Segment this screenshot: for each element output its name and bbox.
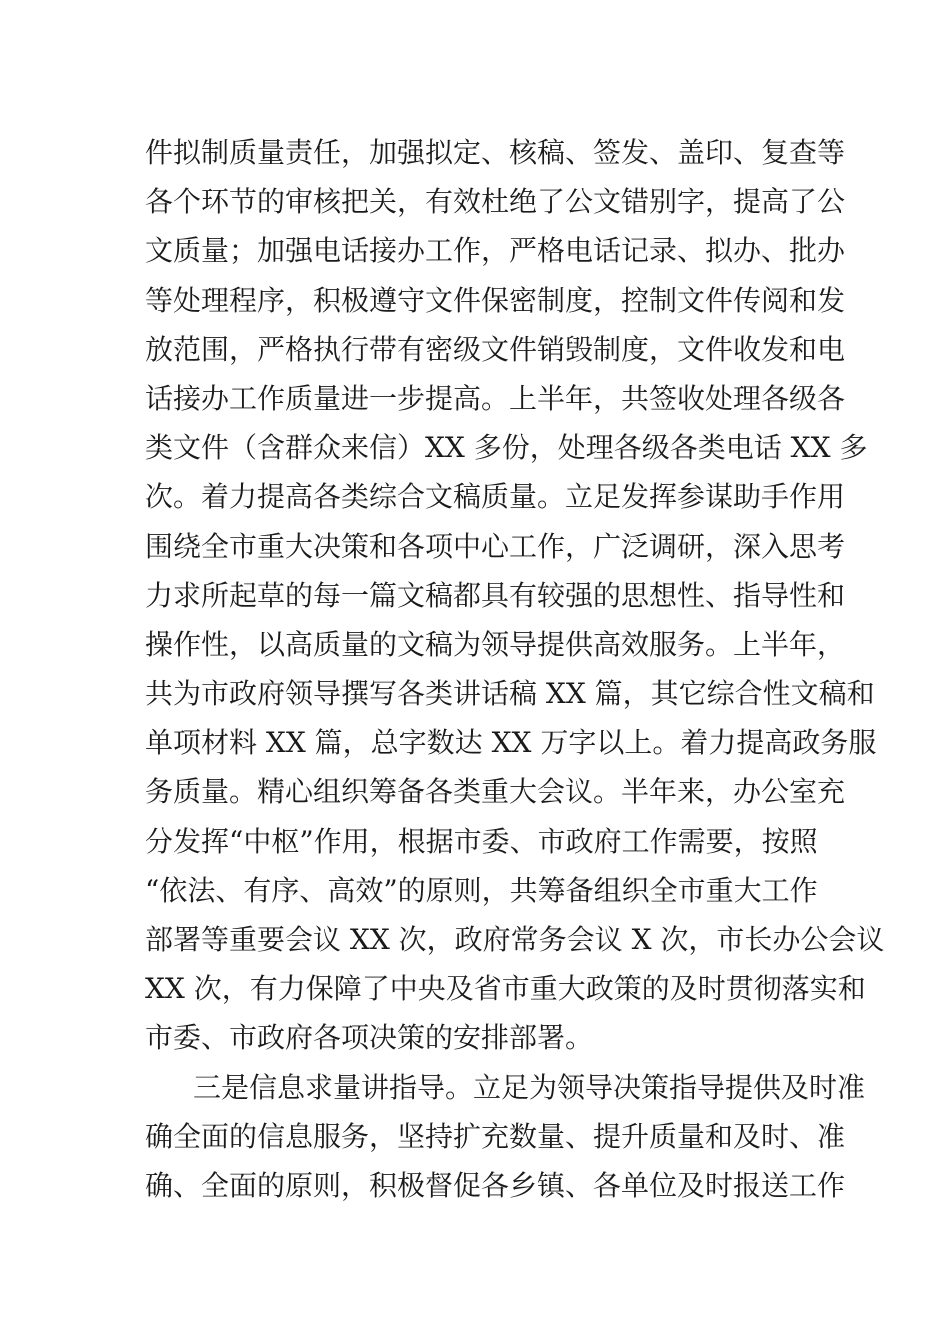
body-text — [145, 128, 885, 1210]
paragraph-start-line: 三是信息求量讲指导。立足为领导决策指导提供及时准 — [193, 1070, 866, 1104]
text-line: 单项材料 XX 篇，总字数达 XX 万字以上。着力提高政务服 — [145, 726, 877, 760]
text-line: 务质量。精心组织筹备各类重大会议。半年来，办公室充 — [145, 775, 846, 809]
text-line: 确、全面的原则，积极督促各乡镇、各单位及时报送工作 — [145, 1168, 846, 1202]
text-line: 次。着力提高各类综合文稿质量。立足发挥参谋助手作用 — [145, 480, 846, 514]
text-line: 分发挥“中枢”作用，根据市委、市政府工作需要，按照 — [145, 824, 818, 858]
text-line: XX 次，有力保障了中央及省市重大政策的及时贯彻落实和 — [145, 972, 866, 1006]
text-line: 共为市政府领导撰写各类讲话稿 XX 篇，其它综合性文稿和 — [145, 677, 875, 711]
text-line: 操作性，以高质量的文稿为领导提供高效服务。上半年， — [145, 627, 846, 661]
text-line: 力求所起草的每一篇文稿都具有较强的思想性、指导性和 — [145, 578, 846, 612]
text-line: 部署等重要会议 XX 次，政府常务会议 X 次，市长办公会议 — [145, 923, 885, 956]
text-line: 话接办工作质量进一步提高。上半年，共签收处理各级各 — [145, 381, 846, 415]
text-line: 类文件（含群众来信）XX 多份，处理各级各类电话 XX 多 — [145, 431, 868, 465]
text-line: 确全面的信息服务，坚持扩充数量、提升质量和及时、准 — [145, 1119, 846, 1153]
text-line: 各个环节的审核把关，有效杜绝了公文错别字，提高了公 — [145, 185, 846, 219]
text-line: 围绕全市重大决策和各项中心工作，广泛调研，深入思考 — [145, 529, 846, 563]
text-line: 件拟制质量责任，加强拟定、核稿、签发、盖印、复查等 — [145, 136, 846, 169]
text-line: 放范围，严格执行带有密级文件销毁制度，文件收发和电 — [145, 332, 846, 366]
text-line: 文质量；加强电话接办工作，严格电话记录、拟办、批办 — [145, 234, 846, 268]
text-line: 等处理程序，积极遵守文件保密制度，控制文件传阅和发 — [145, 283, 846, 317]
text-line: “依法、有序、高效”的原则，共筹备组织全市重大工作 — [145, 873, 818, 907]
paragraph-end-line: 市委、市政府各项决策的安排部署。 — [145, 1021, 594, 1055]
